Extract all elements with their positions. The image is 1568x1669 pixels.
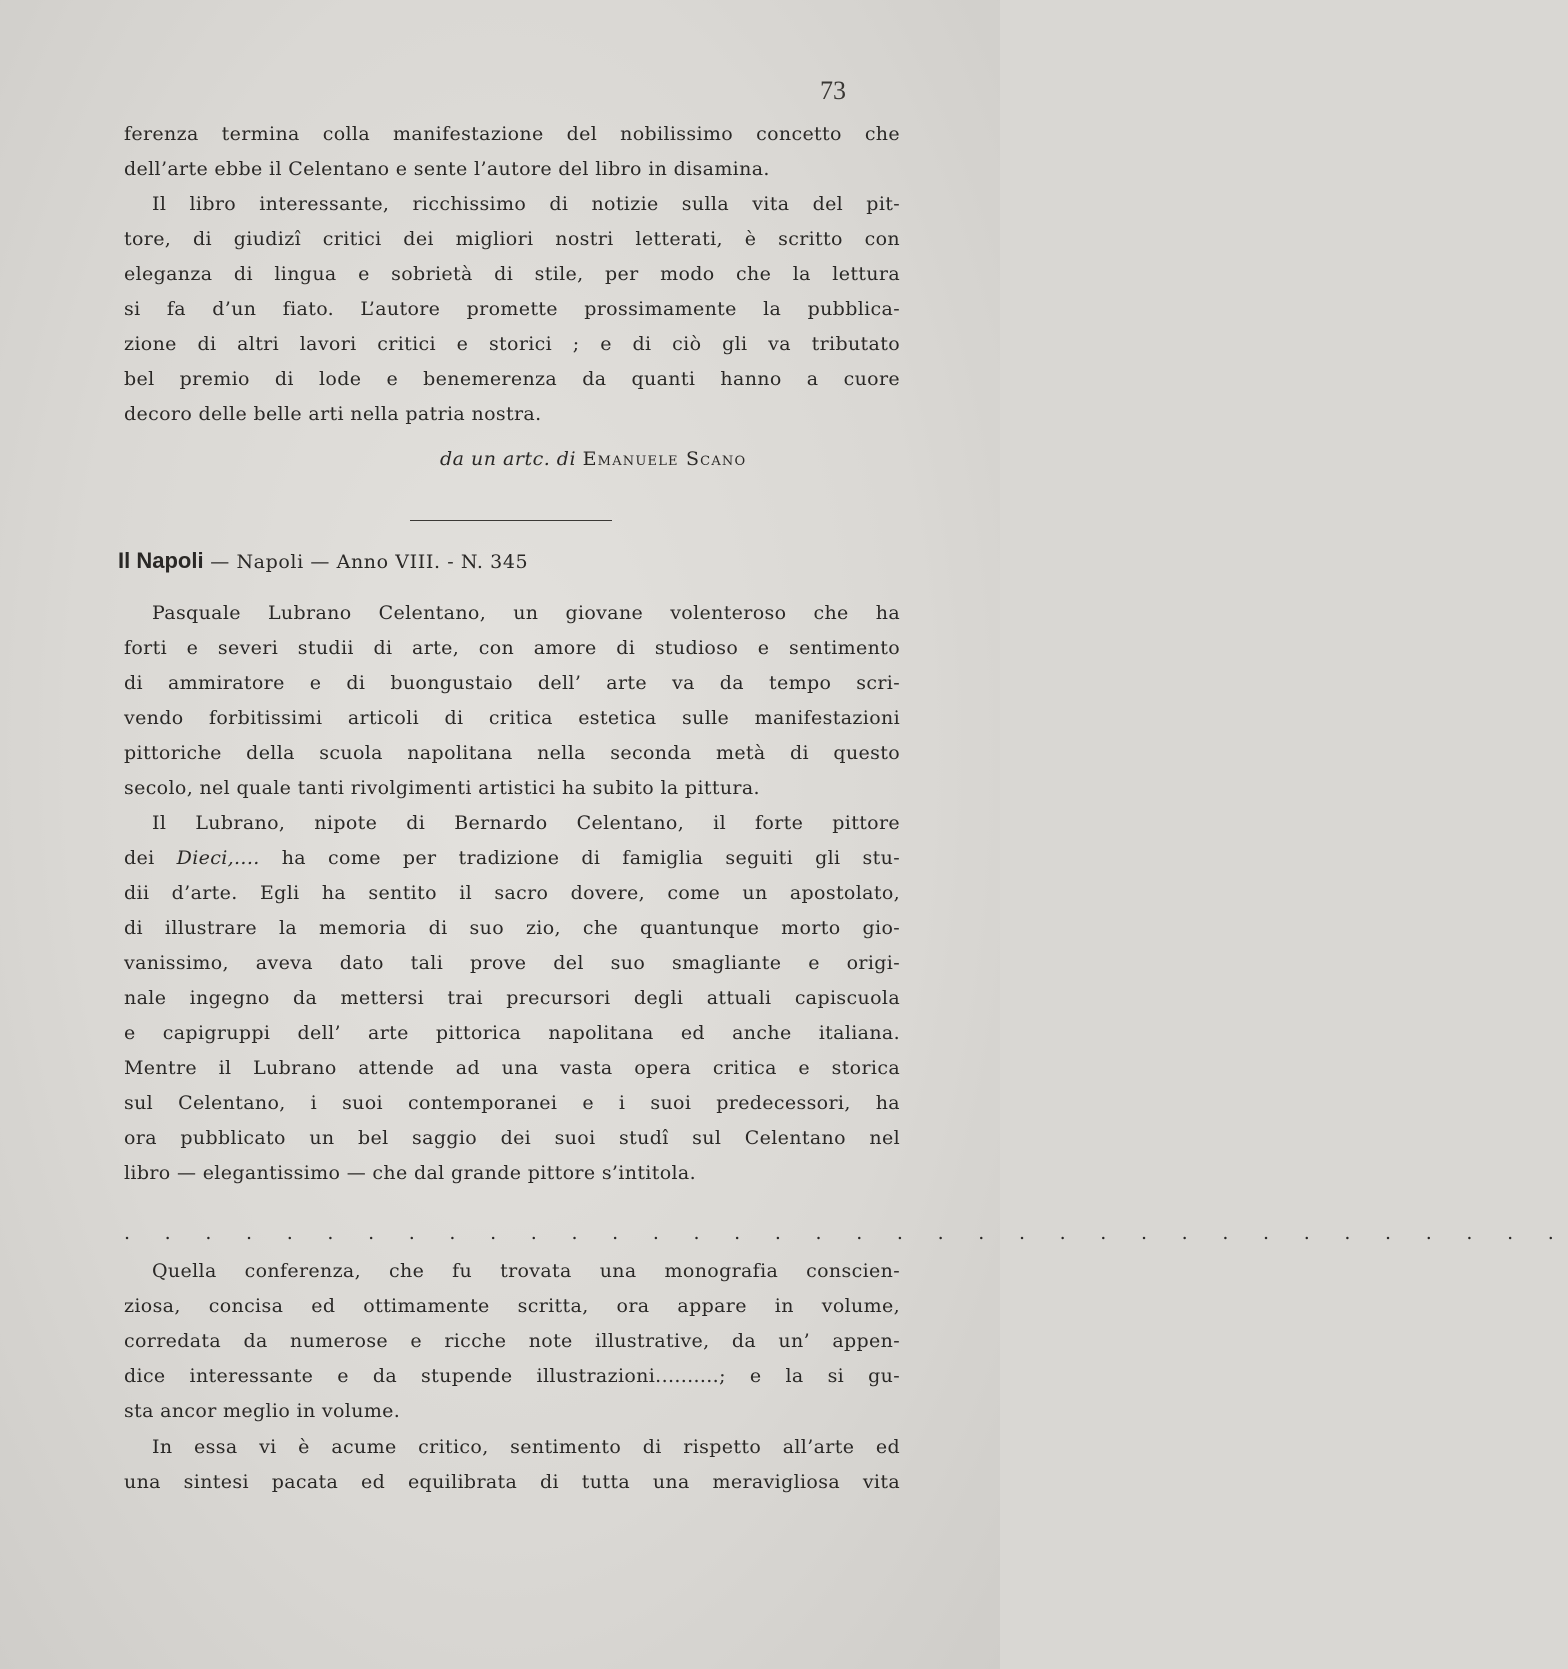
text-line: Quella conferenza, che fu trovata una monografia conscien-: [152, 1260, 900, 1282]
text-line: secolo, nel quale tanti rivolgimenti artistici ha subito la pittura.: [124, 777, 760, 799]
text-line: e capigruppi dell’ arte pittorica napolitana ed anche italiana.: [124, 1022, 900, 1044]
text-line: dell’arte ebbe il Celentano e sente l’autore del libro in disamina.: [124, 158, 770, 180]
text-line: sul Celentano, i suoi contemporanei e i suoi predecessori, ha: [124, 1092, 900, 1114]
ellipsis-row: . . . . . . . . . . . . . . . . . . . . . . . . . . . . . . . . . . . .: [124, 1222, 1568, 1244]
text-line: ora pubblicato un bel saggio dei suoi studî sul Celentano nel: [124, 1127, 900, 1149]
text-line: di ammiratore e di buongustaio dell’ arte va da tempo scri-: [124, 672, 900, 694]
text-line: Mentre il Lubrano attende ad una vasta opera critica e storica: [124, 1057, 900, 1079]
text-line: pittoriche della scuola napolitana nella seconda metà di questo: [124, 742, 900, 764]
newspaper-name: Il Napoli: [118, 548, 204, 573]
text-line: dice interessante e da stupende illustrazioni..........; e la si gu-: [124, 1365, 900, 1387]
paragraph-intro: [124, 117, 900, 432]
text-line: tore, di giudizî critici dei migliori nostri letterati, è scritto con: [124, 228, 900, 250]
text-line: si fa d’un fiato. L’autore promette prossimamente la pubblica-: [124, 298, 900, 320]
signature-author: Emanuele Scano: [582, 448, 747, 470]
text-line: una sintesi pacata ed equilibrata di tutta una meravigliosa vita: [124, 1471, 900, 1493]
text-line: dii d’arte. Egli ha sentito il sacro dovere, come un apostolato,: [124, 882, 900, 904]
text-line: ferenza termina colla manifestazione del nobilissimo concetto che: [124, 123, 900, 145]
text-line: vendo forbitissimi articoli di critica estetica sulle manifestazioni: [124, 707, 900, 729]
text-line: zione di altri lavori critici e storici ; e di ciò gli va tributato: [124, 333, 900, 355]
text-line: Il Lubrano, nipote di Bernardo Celentano, il forte pittore: [152, 812, 900, 834]
work-title: Dieci,....: [176, 847, 260, 869]
newspaper-details: — Napoli — Anno VIII. - N. 345: [203, 551, 529, 573]
text-line: Il libro interessante, ricchissimo di notizie sulla vita del pit-: [152, 193, 900, 215]
paragraph-critique: [124, 1430, 900, 1500]
text-line: nale ingegno da mettersi trai precursori degli attuali capiscuola: [124, 987, 900, 1009]
signature: [440, 448, 746, 470]
text-line: In essa vi è acume critico, sentimento di rispetto all’arte ed: [152, 1436, 900, 1458]
text-line: [124, 841, 900, 876]
text-line: di illustrare la memoria di suo zio, che quantunque morto gio-: [124, 917, 900, 939]
page-number: 73: [820, 76, 846, 105]
section-divider: [410, 520, 612, 521]
text-line: eleganza di lingua e sobrietà di stile, per modo che la lettura: [124, 263, 900, 285]
paragraph-review: [124, 596, 900, 1191]
text-line: ziosa, concisa ed ottimamente scritta, ora appare in volume,: [124, 1295, 900, 1317]
text-line: forti e severi studii di arte, con amore di studioso e sentimento: [124, 637, 900, 659]
text-line: bel premio di lode e benemerenza da quanti hanno a cuore: [124, 368, 900, 390]
text-line: Pasquale Lubrano Celentano, un giovane volenteroso che ha: [152, 602, 900, 624]
text-line: decoro delle belle arti nella patria nostra.: [124, 403, 542, 425]
signature-prefix: da un artc. di: [440, 448, 577, 470]
source-header: [118, 548, 528, 574]
text-line: corredata da numerose e ricche note illustrative, da un’ appen-: [124, 1330, 900, 1352]
text-line: libro — elegantissimo — che dal grande pittore s’intitola.: [124, 1162, 697, 1184]
text-fragment: dei: [124, 847, 177, 869]
text-line: vanissimo, aveva dato tali prove del suo smagliante e origi-: [124, 952, 900, 974]
paragraph-conference: [124, 1254, 900, 1429]
text-line: sta ancor meglio in volume.: [124, 1400, 401, 1422]
text-fragment: ha come per tradizione di famiglia seguiti gli stu-: [259, 847, 900, 869]
